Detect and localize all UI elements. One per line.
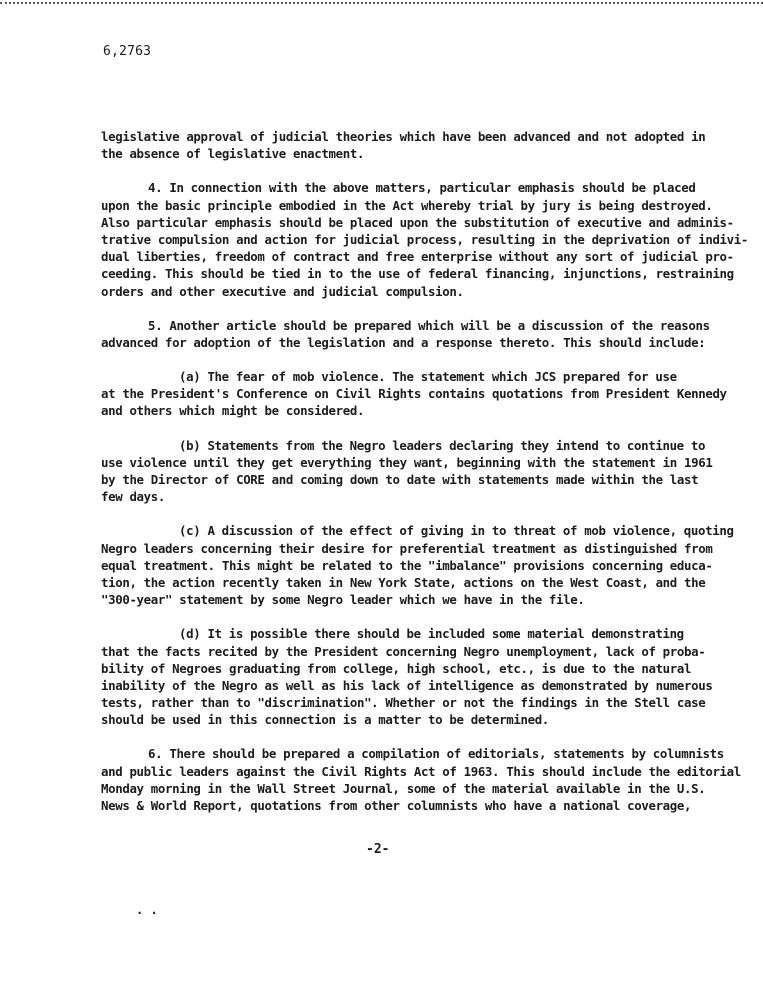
page-number: -2- [366,842,390,857]
text-line: few days. [101,489,165,505]
text-line: News & World Report, quotations from other columnists who have a national coverage, [101,798,692,813]
text-line: equal treatment. This might be related to the "imbalance" provisions concerning educa- [101,557,713,573]
text-line: advanced for adoption of the legislation and a response thereto. This should include: [101,334,706,350]
text-line: that the facts recited by the President concerning Negro unemployment, lack of proba- [101,643,706,659]
text-line: use violence until they get everything they want, beginning with the statement in 1961 [101,454,713,470]
text-line: bility of Negroes graduating from college, high school, etc., is due to the natural [101,660,692,676]
text-line: (d) It is possible there should be included some material demonstrating [179,626,684,642]
text-line: Monday morning in the Wall Street Journal, some of the material available in the U.S. [101,780,706,796]
text-line: (c) A discussion of the effect of giving in to threat of mob violence, quoting [179,523,734,539]
text-line: at the President's Conference on Civil Rights contains quotations from President Kennedy [101,386,727,402]
paragraph-item-5 [101,317,710,351]
paragraph-subitem-c [101,522,734,608]
text-line: ceeding. This should be tied in to the use of federal financing, injunctions, restraining [101,266,734,282]
text-line: upon the basic principle embodied in the Act whereby trial by jury is being destroyed. [101,197,713,213]
text-line: and others which might be considered. [101,403,365,419]
text-line: "300-year" statement by some Negro leader which we have in the file. [101,592,585,608]
paragraph-subitem-b [101,437,713,506]
text-line: the absence of legislative enactment. [101,146,365,162]
text-line: tests, rather than to "discrimination". Whether or not the findings in the Stell case [101,695,706,711]
paragraph-subitem-a [101,368,727,420]
paragraph-item-4 [101,179,748,299]
text-line: (b) Statements from the Negro leaders declaring they intend to continue to [179,437,706,453]
text-line: and public leaders against the Civil Rights Act of 1963. This should include the editorial [101,763,741,779]
text-line: orders and other executive and judicial compulsion. [101,283,464,299]
text-line: by the Director of CORE and coming down to date with statements made within the last [101,472,699,487]
top-dotted-border [0,2,763,4]
text-line: Also particular emphasis should be placed upon the substitution of executive and adminis- [101,214,734,230]
document-number: 6,2763 [103,44,152,59]
text-line: legislative approval of judicial theories which have been advanced and not adopted in [101,129,706,144]
paragraph-item-6 [101,745,741,814]
text-line: Negro leaders concerning their desire for preferential treatment as distinguished from [101,540,713,556]
paragraph-subitem-d [101,625,713,728]
text-line: 4. In connection with the above matters, particular emphasis should be placed [148,180,696,196]
document-body [101,128,748,831]
scan-mark: . . [136,903,158,917]
text-line: (a) The fear of mob violence. The statement which JCS prepared for use [179,369,677,385]
text-line: should be used in this connection is a matter to be determined. [101,712,549,728]
text-line: dual liberties, freedom of contract and free enterprise without any sort of judicial pro- [101,249,734,265]
text-line: inability of the Negro as well as his lack of intelligence as demonstrated by numerous [101,677,713,693]
text-line: 6. There should be prepared a compilation of editorials, statements by columnists [148,746,724,762]
text-line: tion, the action recently taken in New York State, actions on the West Coast, and the [101,574,706,590]
paragraph-continuation [101,128,706,162]
text-line: 5. Another article should be prepared which will be a discussion of the reasons [148,317,710,333]
text-line: trative compulsion and action for judicial process, resulting in the deprivation of indivi- [101,231,748,247]
